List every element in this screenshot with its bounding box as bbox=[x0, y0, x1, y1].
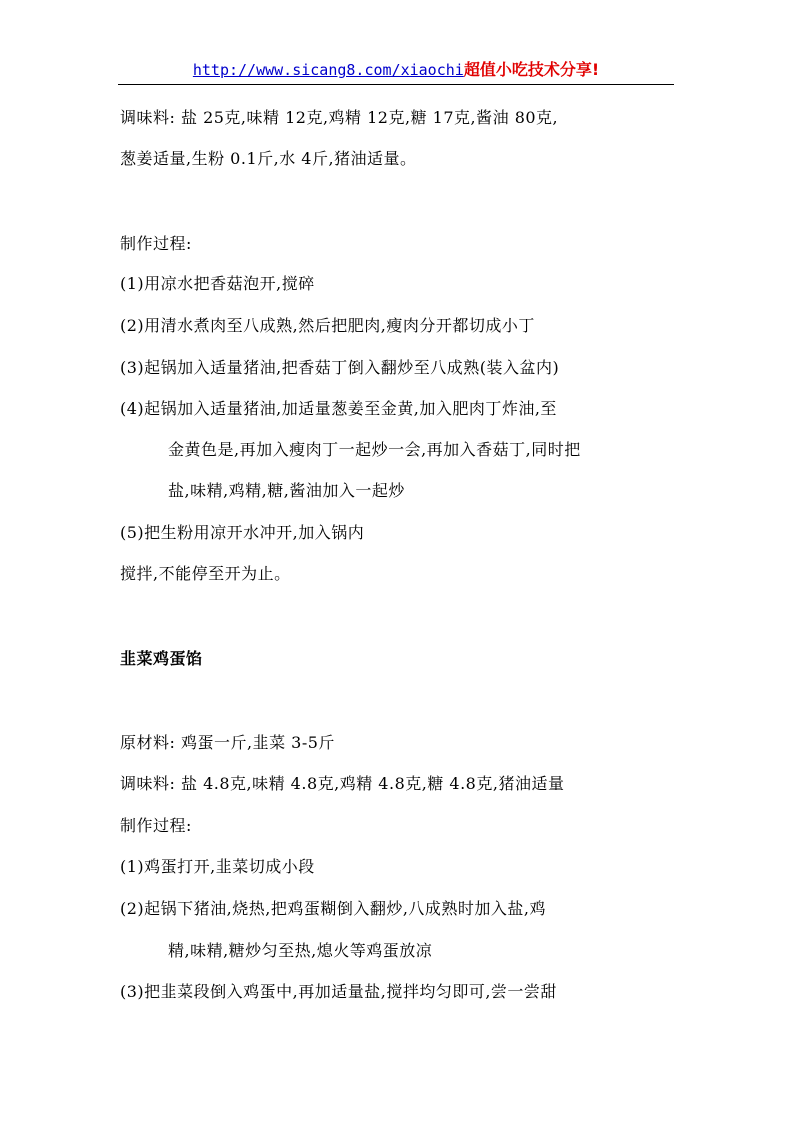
section-title: 韭菜鸡蛋馅 bbox=[120, 649, 203, 668]
step-4-cont-1: 金黄色是,再加入瘦肉丁一起炒一会,再加入香菇丁,同时把 bbox=[168, 440, 581, 459]
process-title: 制作过程: bbox=[120, 234, 192, 253]
step-4-cont-2: 盐,味精,鸡精,糖,酱油加入一起炒 bbox=[168, 481, 405, 500]
step2-3: (3)把韭菜段倒入鸡蛋中,再加适量盐,搅拌均匀即可,尝一尝甜 bbox=[120, 982, 557, 1001]
header-slogan: 超值小吃技术分享! bbox=[463, 60, 600, 79]
header-link[interactable]: http://www.sicang8.com/xiaochi bbox=[192, 61, 464, 79]
step2-1: (1)鸡蛋打开,韭菜切成小段 bbox=[120, 857, 315, 876]
seasoning-line-2b: 调味料: 盐 4.8克,味精 4.8克,鸡精 4.8克,糖 4.8克,猪油适量 bbox=[120, 774, 565, 793]
seasoning-line-1: 调味料: 盐 25克,味精 12克,鸡精 12克,糖 17克,酱油 80克, bbox=[120, 108, 559, 127]
step-2: (2)用清水煮肉至八成熟,然后把肥肉,瘦肉分开都切成小丁 bbox=[120, 316, 535, 335]
step2-2-cont: 精,味精,糖炒匀至热,熄火等鸡蛋放凉 bbox=[168, 941, 433, 960]
page-header bbox=[118, 56, 674, 85]
step-1: (1)用凉水把香菇泡开,搅碎 bbox=[120, 274, 315, 293]
step-3: (3)起锅加入适量猪油,把香菇丁倒入翻炒至八成熟(装入盆内) bbox=[120, 358, 560, 377]
process-title-2: 制作过程: bbox=[120, 816, 192, 835]
step-4: (4)起锅加入适量猪油,加适量葱姜至金黄,加入肥肉丁炸油,至 bbox=[120, 399, 557, 418]
step-5: (5)把生粉用凉开水冲开,加入锅内 bbox=[120, 523, 365, 542]
step-5-cont: 搅拌,不能停至开为止。 bbox=[120, 564, 291, 583]
ingredients-line: 原材料: 鸡蛋一斤,韭菜 3-5斤 bbox=[120, 733, 335, 752]
step2-2: (2)起锅下猪油,烧热,把鸡蛋糊倒入翻炒,八成熟时加入盐,鸡 bbox=[120, 899, 547, 918]
seasoning-line-2: 葱姜适量,生粉 0.1斤,水 4斤,猪油适量。 bbox=[120, 149, 417, 168]
